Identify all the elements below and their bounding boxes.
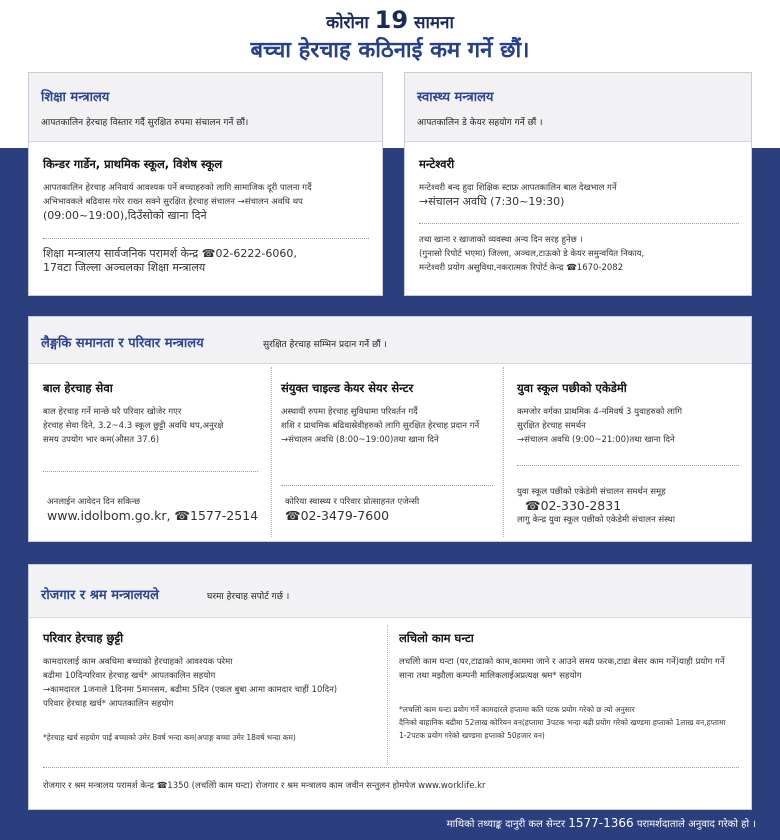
employment-subtitle: घरमा हेरचाह सपोर्ट गर्छ । xyxy=(207,592,290,602)
gender-col3-contact-label: युवा स्कूल पछीको एकेडेमी संचालन समर्थन समूह xyxy=(517,487,666,497)
education-desc-line: अभिभावकले बढिवास गरेर राख्न सक्ने सुरक्षित हेरचाह संचालन →संचालन अवधि थप xyxy=(43,197,303,207)
employment-col2-note-line: *लचलिो काम घन्टा प्रयोग गर्ने कामदारले हप्तामा कति पटक प्रयोग गरेको छ त्यो अनुसार xyxy=(399,705,635,714)
health-note-line: मन्टेश्वरी प्रयोग असुविधा,नकरात्मक रिपोर्ट केन्द्र ☎1670-2082 xyxy=(419,263,624,273)
gender-column-divider xyxy=(503,367,504,537)
education-contact-line: 17वटा जिल्ला अञ्चलका शिक्षा मन्त्रालय xyxy=(43,261,206,274)
health-divider xyxy=(419,223,739,224)
gender-col2-contact-value: ☎02-3479-7600 xyxy=(285,508,390,523)
gender-col2-desc-line: अस्थायी रुपमा हेरचाह सुविधामा परिवर्तन गर्दै xyxy=(281,407,418,417)
health-header xyxy=(405,73,751,142)
employment-col2-note xyxy=(399,703,747,742)
education-title: शिक्षा मन्त्रालय xyxy=(41,90,110,105)
education-contact xyxy=(43,247,378,275)
footer-suffix: परामर्शदाताले अनुवाद गरेको हो । xyxy=(636,819,756,830)
health-subtitle: आपतकालिन डे केयर सहयोग गर्ने छौं । xyxy=(417,118,543,128)
gender-col2-contact-label: कोरिया स्वास्थ्य र परिवार प्रोत्साहनत एजेन्सी xyxy=(285,497,420,507)
gender-col1-description xyxy=(43,405,268,447)
employment-col1-title: परिवार हेरचाह छुट्टी xyxy=(43,631,124,645)
employment-column-divider xyxy=(387,625,388,765)
gender-col2-title: संयुक्त चाइल्ड केयर सेयर सेन्टर xyxy=(281,381,414,395)
headline-number: 19 xyxy=(374,6,409,34)
gender-col3-desc-line: कमजोर वर्गका प्राथमिक 4-नमिवर्ष 3 युवाहरुको लागि xyxy=(517,407,682,417)
headline-line1 xyxy=(0,6,780,34)
gender-col2-desc-line: →संचालन अवधि (8:00~19:00)तथा खाना दिने xyxy=(281,435,439,445)
gender-col1-desc-line: हेरचाह सेवा दिने, 3.2~4.3 स्कूल छुट्टी अवधि थप,अनुरक्षे xyxy=(43,421,224,431)
employment-col2-note-line: 1-2पटक प्रयोग गरेको खण्डमा हप्ताको 50हजार वन) xyxy=(399,731,545,740)
employment-card xyxy=(28,564,752,810)
employment-col1-desc-line: बढीमा 10दिन्परिवार हेरचाह खर्च* आपतकालिन सहयोग xyxy=(43,671,216,681)
employment-header xyxy=(29,565,751,618)
employment-contact: रोजगार र श्रम मन्त्रालय परामर्श केन्द्र ☎1350 (लचलिो काम घन्टा) रोजगार र श्रम मन्त्रालय काम जवीन सन्तुलन होमपेज www.worklife.kr xyxy=(43,781,486,791)
employment-col2-description xyxy=(399,655,747,683)
education-divider xyxy=(43,238,369,239)
gender-col3-contact-line: लागु केन्द्र युवा स्कूल पछीको एकेडेमी संचालन संस्था xyxy=(517,515,675,525)
health-card xyxy=(404,72,752,296)
headline-line2: बच्चा हेरचाह कठिनाई कम गर्ने छौं। xyxy=(250,38,530,63)
footer-prefix: माथिको तथ्याङ्क दानुरी कल सेन्टर xyxy=(446,819,566,830)
employment-col2-desc-line: लचलिो काम घन्टा (घर,टाढाको काम,काममा जाने र आउने समय फरक,टाढा बेसर काम गर्ने)याही प्रयोग गर्ने xyxy=(399,657,725,667)
gender-col2-desc-line: शशि र प्राथमिक बढिवास्रेवीहरुको लागि सुरक्षित हेरचाह प्रदान गर्ने xyxy=(281,421,480,431)
gender-col3-contact xyxy=(517,485,749,527)
gender-col3-desc-line: सुरक्षित हेरचाह समर्थन xyxy=(517,421,586,431)
gender-col3-title: युवा स्कूल पछीको एकेडेमी xyxy=(517,381,627,395)
gender-subtitle: सुरक्षित हेरचाह सम्भिन प्रदान गर्ने छौं । xyxy=(263,340,387,350)
footer-note xyxy=(447,816,756,830)
gender-col1-title: बाल हेरचाह सेवा xyxy=(43,381,113,395)
education-subtitle: आपतकालिन हेरचाह विस्तार गर्दै सुरक्षित रुपमा संचालन गर्ने छौं। xyxy=(41,118,249,128)
education-desc-line: (09:00~19:00),दिउँसोको खाना दिने xyxy=(43,209,207,222)
gender-title: लैङ्गकि समानता र परिवार मन्त्रालय xyxy=(41,336,204,351)
gender-col1-divider xyxy=(43,471,258,472)
gender-col2-contact xyxy=(285,495,500,523)
health-desc-line: →संचालन अवधि (7:30~19:30) xyxy=(419,195,565,208)
health-note-line: तथा खाना र खाजाको व्यवस्था अन्य दिन सरह हुनेछ । xyxy=(419,235,583,245)
headline-prefix: कोरोना xyxy=(326,13,369,33)
gender-header xyxy=(29,317,751,364)
education-header xyxy=(29,73,382,142)
gender-col2-description xyxy=(281,405,501,447)
health-desc-line: मन्टेश्वरी बन्द हुदा शिक्षिक स्टाफ्र आपतकालिन बाल देखभाल गर्ने xyxy=(419,183,617,193)
employment-col2-desc-line: साना तथा मझौला कम्पनी मालिकलाईअप्रत्यक्ष श्रम* सहयोग xyxy=(399,671,582,681)
education-desc-line: आपतकालिन हेरचाह अनिवार्य आवश्यक पर्ने बच्चाहरुको लागि सामाजिक दूरी पालना गर्दै xyxy=(43,183,312,193)
gender-card xyxy=(28,316,752,542)
health-subtitle-heading: मन्टेश्वरी xyxy=(419,157,455,171)
employment-col1-description xyxy=(43,655,383,711)
health-title: स्वास्थ्य मन्त्रालय xyxy=(417,90,494,105)
gender-col3-description xyxy=(517,405,747,447)
gender-col2-divider xyxy=(281,485,493,486)
employment-col2-title: लचिलो काम घन्टा xyxy=(399,631,474,645)
employment-col1-note: *हेरचाह खर्च सहयोग पाईं बच्चाको उमेर 8वर्ष भन्दा कम(अपाङ्ग बच्चा उमेर 18वर्ष भन्दा कम) xyxy=(43,733,296,742)
education-card xyxy=(28,72,383,296)
education-subtitle-heading: किन्डर गार्डेन, प्राथमिक स्कूल, विशेष स्कूल xyxy=(43,157,223,171)
employment-divider xyxy=(43,767,739,768)
gender-col1-contact-value: www.idolbom.go.kr, ☎1577-2514 xyxy=(47,508,259,523)
gender-col3-desc-line: →संचालन अवधि (9:00~21:00)तथा खाना दिने xyxy=(517,435,675,445)
employment-col1-desc-line: परिवार हेरचाह खर्च* आपतकालिन सहयोग xyxy=(43,699,174,709)
gender-col1-desc-line: बाल हेरचाह गर्ने मान्छे घरै परिवार खोजेर गएर xyxy=(43,407,182,417)
health-note xyxy=(419,233,749,275)
health-description xyxy=(419,181,747,209)
headline-suffix: सामना xyxy=(414,13,454,33)
gender-col1-contact xyxy=(47,495,267,523)
employment-col1-desc-line: कामदारलाई काम अवधिमा बच्चाको हेरचाहको आवश्यक परेमा xyxy=(43,657,233,667)
education-contact-line: शिक्षा मन्त्रालय सार्वजनिक परामर्श केन्द्र ☎02-6222-6060, xyxy=(43,247,297,260)
employment-col1-desc-line: →कामदारल 1जनाले 1दिनमा 5मानसम, बढीमा 5दिन (एकल बुबा आमा कामदार चाहीं 10दिन) xyxy=(43,685,338,695)
footer-number: 1577-1366 xyxy=(568,816,634,830)
health-note-line: (गुनासो रिपोर्ट भएमा) जिल्ला, अञ्चल,टाऊको डे केयर समुन्वयित निकाय, xyxy=(419,249,645,259)
employment-title: रोजगार र श्रम मन्त्रालयले xyxy=(41,588,159,603)
education-description xyxy=(43,181,378,223)
gender-col3-contact-value: ☎02-330-2831 xyxy=(525,498,622,513)
gender-col3-divider xyxy=(517,465,739,466)
employment-col2-note-line: दैनिको बाहानिक बढीमा 52लाख कोरियन वन(हप्तामा 3पटक भन्दा बढी प्रयोग गरेको खण्डमा हप्ताको 1लाख वन,हप्तामा xyxy=(399,718,726,727)
gender-col1-contact-label: अनलाईन आवेदन दिन सकिन्छ xyxy=(47,497,141,507)
gender-col1-desc-line: समय उपयोग भार कम(औसत 37.6) xyxy=(43,435,160,445)
gender-column-divider xyxy=(271,367,272,537)
